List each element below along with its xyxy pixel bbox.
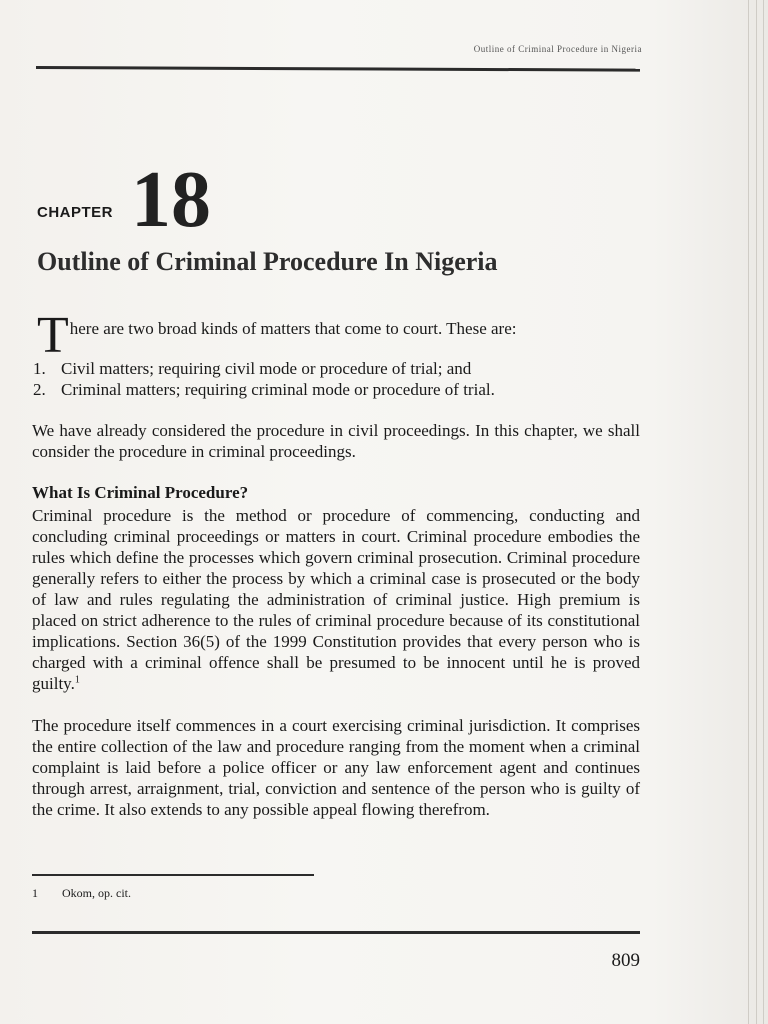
top-rule (36, 66, 640, 72)
bottom-rule (32, 931, 640, 934)
matters-list (33, 358, 633, 400)
chapter-label: CHAPTER (37, 204, 114, 221)
page-edge (748, 0, 749, 1024)
chapter-number: 18 (131, 156, 211, 244)
page-edge (756, 0, 757, 1024)
list-item (33, 358, 633, 379)
list-number: 1. (33, 359, 46, 378)
footnote-text: Okom, op. cit. (62, 886, 131, 900)
list-text: Civil matters; requiring civil mode or procedure of trial; and (61, 359, 472, 378)
paragraph-procedure-scope: The procedure itself commences in a court exercising criminal jurisdiction. It comprises the entire collection of the law and procedure ranging from the moment when a criminal complaint is laid before a police officer or any law enforcement agent and continues through arrest, arraignment, trial, conviction and sentence of the person who is guilty of the crime. It also extends to any possible appeal flowing therefrom. (32, 716, 640, 819)
footnote-number: 1 (32, 886, 38, 900)
running-head: Outline of Criminal Procedure in Nigeria (473, 44, 642, 54)
intro-paragraph (37, 307, 637, 364)
footnote-reference: 1 (74, 674, 80, 686)
page-number: 809 (611, 950, 640, 971)
drop-cap: T (37, 307, 69, 364)
intro-text: here are two broad kinds of matters that come to court. These are: (69, 319, 517, 338)
list-text: Criminal matters; requiring criminal mode or procedure of trial. (61, 380, 495, 399)
page-edge (763, 0, 764, 1024)
list-item (33, 379, 633, 400)
paragraph-civil-criminal: We have already considered the procedure in civil proceedings. In this chapter, we shall consider the procedure in criminal proceedings. (32, 421, 640, 461)
section-heading: What Is Criminal Procedure? (32, 483, 249, 502)
chapter-title: Outline of Criminal Procedure In Nigeria (37, 247, 498, 276)
footnote (32, 886, 131, 901)
paragraph-definition (32, 505, 640, 694)
paragraph-definition-text: Criminal procedure is the method or procedure of commencing, conducting and concluding criminal proceedings or matters in court. Criminal procedure embodies the rules which define the processes which govern criminal prosecution. Criminal procedure generally refers to either the process by which a criminal case is prosecuted or the body of law and rules regulating the administration of criminal justice. High premium is placed on strict adherence to the rules of criminal procedure because of its constitutional implications. Section 36(5) of the 1999 Constitution provides that every person who is charged with a criminal offence shall be presumed to be innocent until he is proved guilty. (32, 506, 640, 693)
list-number: 2. (33, 380, 46, 399)
footnote-rule (32, 874, 314, 876)
